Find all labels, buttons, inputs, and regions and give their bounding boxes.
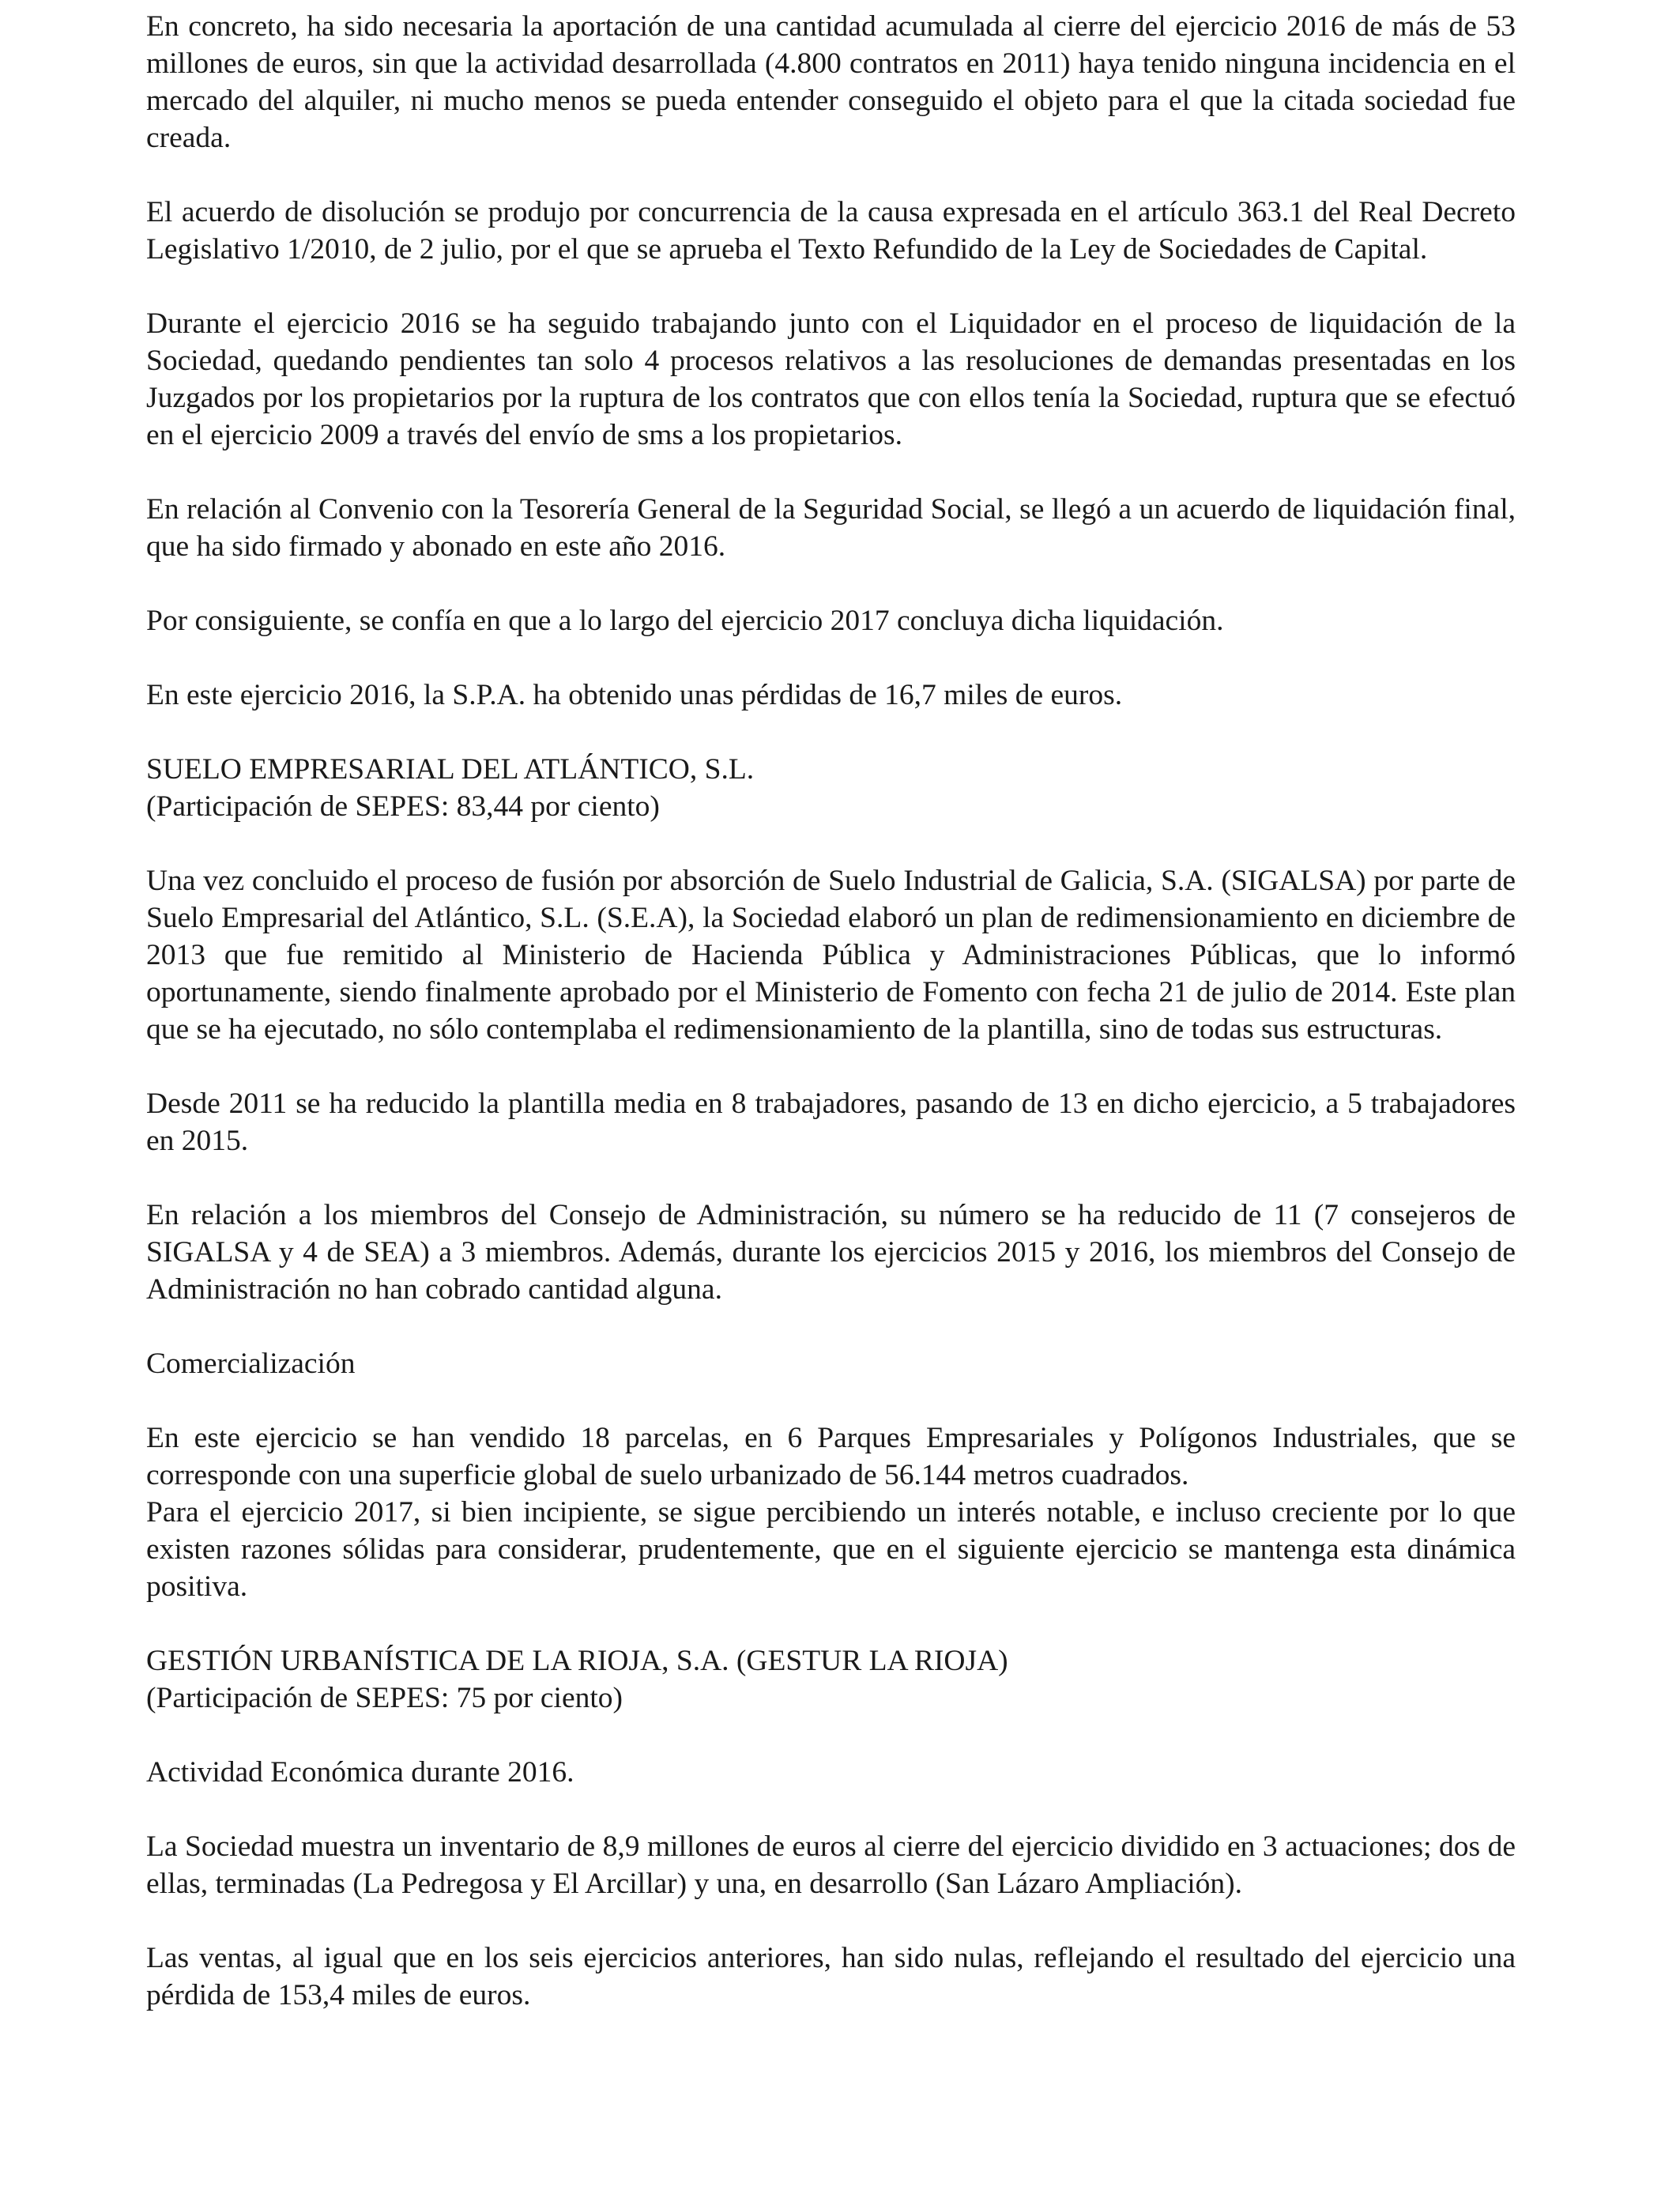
section-title-gestur: GESTIÓN URBANÍSTICA DE LA RIOJA, S.A. (GESTUR LA RIOJA) xyxy=(146,1645,1008,1677)
paragraph-sea-outlook: Para el ejercicio 2017, si bien incipiente, se sigue percibiendo un interés notable, e incluso creciente por lo que existen razones sólidas para considerar, prudentemente, que en el siguiente ejercicio se mantenga esta dinámica positiva. xyxy=(146,1496,1516,1603)
section-heading-sea xyxy=(146,751,1516,825)
paragraph-spa-losses: En este ejercicio 2016, la S.P.A. ha obtenido unas pérdidas de 16,7 miles de euros. xyxy=(146,679,1123,711)
subheading-commercialization: Comercialización xyxy=(146,1348,356,1380)
paragraph-sea-board: En relación a los miembros del Consejo de Administración, su número se ha reducido de 11 (7 consejeros de SIGALSA y 4 de SEA) a 3 miembros. Además, durante los ejercicios 2015 y 2016, los miembros del Consejo de Administración no han cobrado cantidad alguna. xyxy=(146,1199,1516,1306)
document-page xyxy=(146,8,1516,2051)
paragraph-social-security-agreement: En relación al Convenio con la Tesorería General de la Seguridad Social, se llegó a un acuerdo de liquidación final, que ha sido firmado y abonado en este año 2016. xyxy=(146,493,1516,563)
paragraph-spa-contribution: En concreto, ha sido necesaria la aportación de una cantidad acumulada al cierre del ejercicio 2016 de más de 53 millones de euros, sin que la actividad desarrollada (4.800 contratos en 2011) haya tenido ninguna incidencia en el mercado del alquiler, ni mucho menos se pueda entender conseguido el objeto para el que la citada sociedad fue creada. xyxy=(146,10,1516,154)
paragraph-sea-merger-plan: Una vez concluido el proceso de fusión por absorción de Suelo Industrial de Galicia, S.A. (SIGALSA) por parte de Suelo Empresarial del Atlántico, S.L. (S.E.A), la Sociedad elaboró un plan de redimensionamiento en diciembre de 2013 que fue remitido al Ministerio de Hacienda Pública y Administraciones Públicas, que lo informó oportunamente, siendo finalmente aprobado por el Ministerio de Fomento con fecha 21 de julio de 2014. Este plan que se ha ejecutado, no sólo contemplaba el redimensionamiento de la plantilla, sino de todas sus estructuras. xyxy=(146,865,1516,1046)
section-title-sea: SUELO EMPRESARIAL DEL ATLÁNTICO, S.L. xyxy=(146,753,755,786)
subheading-economic-activity: Actividad Económica durante 2016. xyxy=(146,1756,574,1789)
paragraph-dissolution-agreement: El acuerdo de disolución se produjo por concurrencia de la causa expresada en el artículo 363.1 del Real Decreto Legislativo 1/2010, de 2 julio, por el que se aprueba el Texto Refundido de la Ley de Sociedades de Capital. xyxy=(146,196,1516,266)
paragraph-gestur-inventory: La Sociedad muestra un inventario de 8,9 millones de euros al cierre del ejercicio dividido en 3 actuaciones; dos de ellas, terminadas (La Pedregosa y El Arcillar) y una, en desarrollo (San Lázaro Ampliación). xyxy=(146,1830,1516,1900)
paragraph-liquidation-conclusion: Por consiguiente, se confía en que a lo largo del ejercicio 2017 concluya dicha liquidación. xyxy=(146,605,1224,637)
section-heading-gestur xyxy=(146,1642,1516,1717)
paragraph-sea-staff-reduction: Desde 2011 se ha reducido la plantilla media en 8 trabajadores, pasando de 13 en dicho ejercicio, a 5 trabajadores en 2015. xyxy=(146,1088,1516,1157)
paragraph-gestur-sales: Las ventas, al igual que en los seis ejercicios anteriores, han sido nulas, reflejando el resultado del ejercicio una pérdida de 153,4 miles de euros. xyxy=(146,1942,1516,2011)
paragraph-liquidation-process: Durante el ejercicio 2016 se ha seguido trabajando junto con el Liquidador en el proceso de liquidación de la Sociedad, quedando pendientes tan solo 4 procesos relativos a las resoluciones de demandas presentadas en los Juzgados por los propietarios por la ruptura de los contratos que con ellos tenía la Sociedad, ruptura que se efectuó en el ejercicio 2009 a través del envío de sms a los propietarios. xyxy=(146,307,1516,451)
section-participation-sea: (Participación de SEPES: 83,44 por ciento) xyxy=(146,790,660,823)
section-participation-gestur: (Participación de SEPES: 75 por ciento) xyxy=(146,1682,623,1714)
paragraph-sea-sales: En este ejercicio se han vendido 18 parcelas, en 6 Parques Empresariales y Polígonos Industriales, que se corresponde con una superficie global de suelo urbanizado de 56.144 metros cuadrados. xyxy=(146,1422,1516,1491)
